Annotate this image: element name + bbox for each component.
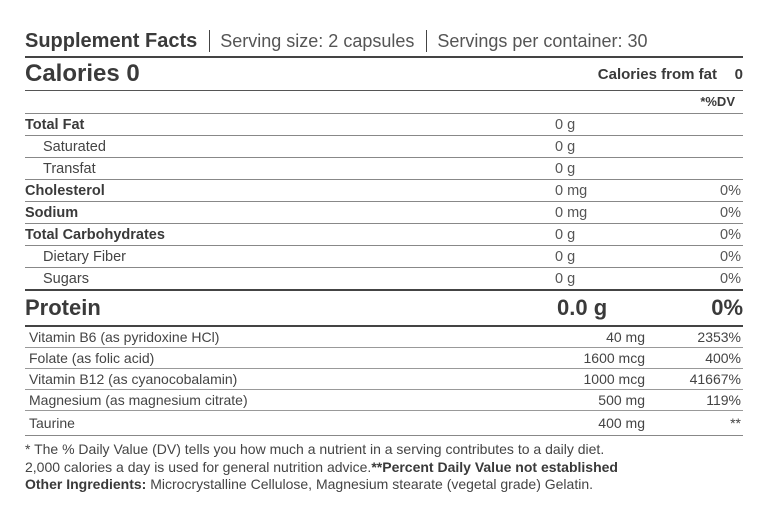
nutrient-row [25,135,743,157]
calories-from-fat-value: 0 [734,65,743,83]
nutrient-name: Dietary Fiber [43,248,126,265]
vitamin-dv: ** [730,415,741,431]
vitamin-amount: 40 mg [606,329,645,345]
servings-per-container: Servings per container: 30 [437,30,648,51]
protein-amount: 0.0 g [557,295,608,320]
nutrient-row [25,179,743,201]
protein-name: Protein [25,295,101,320]
nutrient-amount: 0 g [555,226,576,243]
footnote [25,441,743,494]
calories-row [25,56,743,90]
vitamin-row [25,348,743,369]
vitamin-amount: 1000 mcg [583,371,645,387]
ingredients-label: Other Ingredients: [25,476,147,492]
dv-header-row [25,90,743,113]
nutrient-name: Total Fat [25,116,85,133]
nutrient-amount: 0 mg [555,182,588,199]
nutrient-amount: 0 g [555,116,576,133]
footnote-line-2-text: 2,000 calories a day is used for general nutrition advice. [25,458,372,475]
vitamin-dv: 119% [706,392,741,408]
nutrient-amount: 0 g [555,248,576,265]
nutrient-name: Cholesterol [25,182,105,199]
other-ingredients [25,476,743,494]
supplement-facts-panel [25,26,743,494]
vitamin-row [25,327,743,348]
nutrient-dv: 0% [720,182,741,199]
nutrient-name: Sodium [25,204,79,221]
panel-header [25,26,743,56]
nutrient-name: Transfat [43,160,96,177]
nutrient-amount: 0 g [555,270,576,287]
vitamin-amount: 1600 mcg [583,350,645,366]
nutrient-row [25,201,743,223]
nutrient-amount: 0 mg [555,204,588,221]
vitamin-row [25,390,743,411]
footnote-line-1: * The % Daily Value (DV) tells you how much a nutrient in a serving contributes to a daily diet. [25,441,605,457]
nutrient-row [25,245,743,267]
footnote-line-2 [25,459,743,477]
nutrient-row [25,267,743,289]
nutrient-dv: 0% [720,270,741,287]
vitamin-dv: 41667% [689,371,741,387]
calories-label: Calories 0 [25,60,140,87]
nutrient-name: Sugars [43,270,89,287]
nutrient-name: Saturated [43,138,106,155]
vitamin-name: Magnesium (as magnesium citrate) [29,392,248,408]
dv-header: *%DV [700,94,735,109]
vitamin-amount: 500 mg [598,392,645,408]
vitamin-name: Vitamin B6 (as pyridoxine HCl) [29,329,220,345]
nutrient-row [25,157,743,179]
nutrient-row [25,113,743,135]
panel-title: Supplement Facts [25,29,198,52]
nutrient-dv: 0% [720,248,741,265]
vitamin-name: Folate (as folic acid) [29,350,155,366]
nutrient-row [25,223,743,245]
divider [426,30,427,52]
vitamin-row [25,369,743,390]
divider [209,30,210,52]
protein-row [25,289,743,327]
nutrient-amount: 0 g [555,160,576,177]
calories-from-fat-label: Calories from fat [597,65,717,83]
ingredients-text: Microcrystalline Cellulose, Magnesium stearate (vegetal grade) Gelatin. [146,476,593,492]
vitamin-row [25,411,743,436]
vitamin-amount: 400 mg [598,415,645,431]
vitamin-dv: 2353% [697,329,741,345]
protein-dv: 0% [711,295,743,320]
nutrient-dv: 0% [720,204,741,221]
serving-size: Serving size: 2 capsules [220,30,415,51]
nutrient-dv: 0% [720,226,741,243]
vitamin-name: Taurine [29,415,75,431]
vitamin-name: Vitamin B12 (as cyanocobalamin) [29,371,238,387]
footnote-line-2-bold: **Percent Daily Value not established [371,458,618,475]
nutrient-name: Total Carbohydrates [25,226,165,243]
nutrient-amount: 0 g [555,138,576,155]
vitamin-dv: 400% [705,350,741,366]
